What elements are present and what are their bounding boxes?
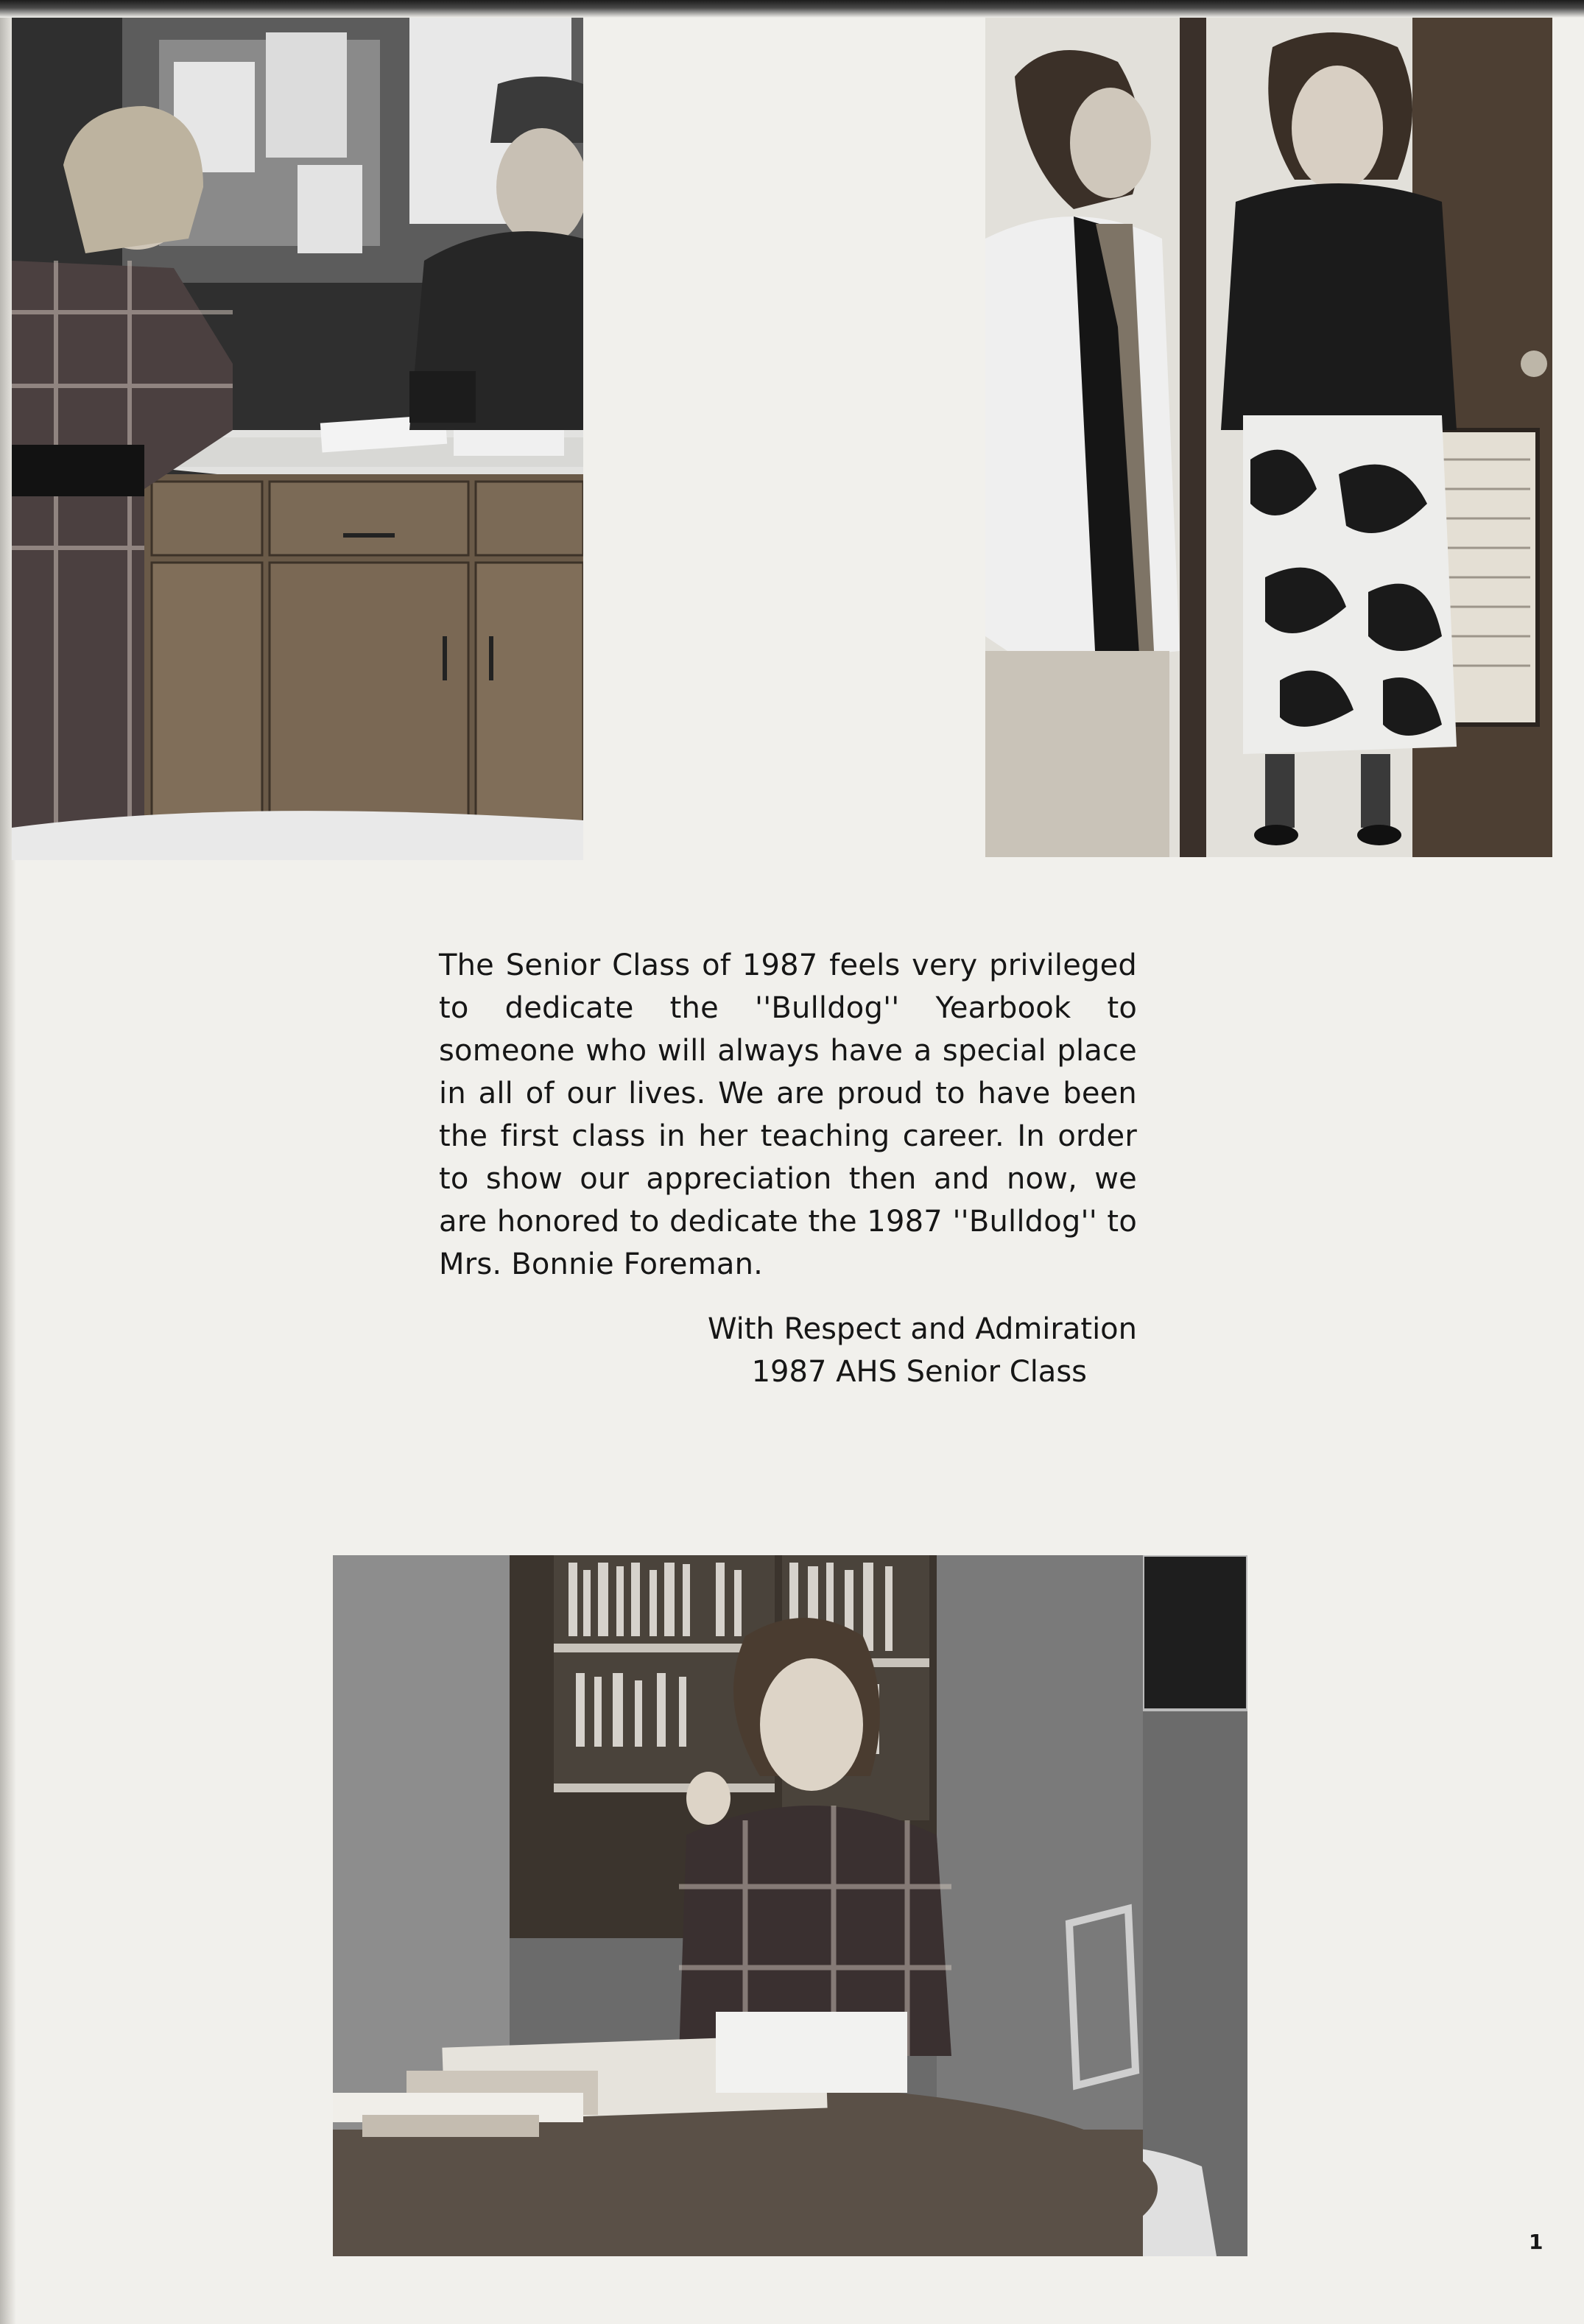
photo-doorway	[985, 18, 1552, 857]
dedication-text-block	[439, 944, 1137, 1286]
library-desk-photo-image	[333, 1555, 1247, 2256]
doorway-photo-image	[985, 18, 1552, 857]
dedication-signoff	[439, 1308, 1137, 1393]
signoff-line-1: With Respect and Admiration	[707, 1312, 1137, 1346]
page-number: 1	[1529, 2230, 1543, 2254]
photo-library-desk	[333, 1555, 1247, 2256]
dedication-body: The Senior Class of 1987 feels very privileged to dedicate the ''Bulldog'' Yearbook to someone who will always have a special place in all of our lives. We are proud to have been the first class in her teaching career. In order to show our appreciation then and now, we are honored to dedicate the 1987 ''Bulldog'' to Mrs. Bonnie Foreman.	[439, 948, 1137, 1281]
signoff-line-2: 1987 AHS Senior Class	[751, 1355, 1087, 1389]
office-counter-photo-image	[12, 18, 583, 860]
photo-office-counter	[12, 18, 583, 860]
page-top-edge	[0, 0, 1584, 18]
